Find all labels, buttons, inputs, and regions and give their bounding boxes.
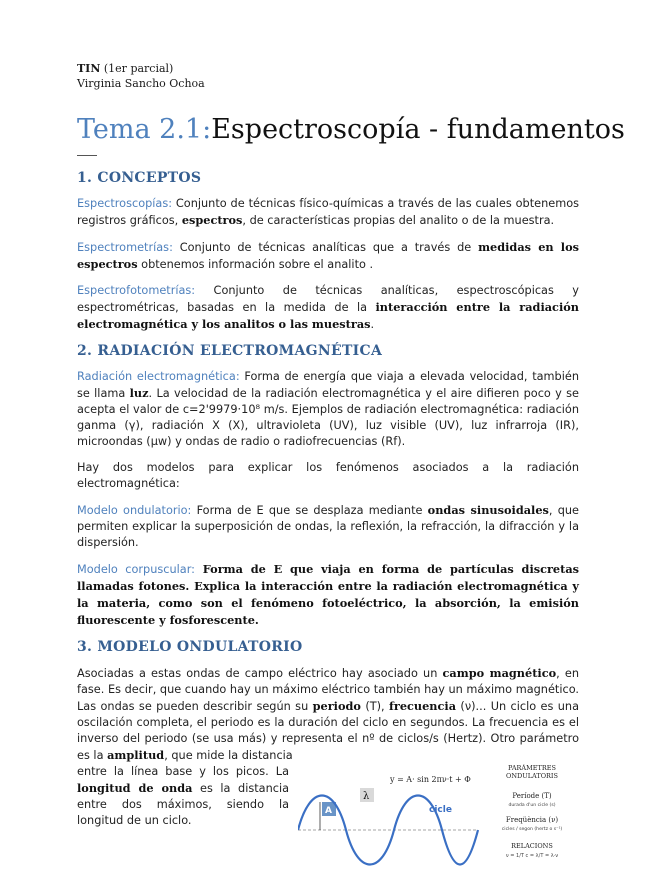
wave-equation: y = A· sin 2πν·t + Φ bbox=[390, 775, 471, 784]
section-heading-conceptos: 1. CONCEPTOS bbox=[77, 170, 202, 186]
title-divider bbox=[77, 155, 97, 156]
course-code: TIN bbox=[77, 62, 101, 75]
paragraph-espectrofotometrias bbox=[77, 283, 579, 333]
term-label: Espectrometrías: bbox=[77, 241, 173, 254]
bold-text: medidas en los espectros bbox=[77, 240, 579, 271]
bold-text: fotones bbox=[138, 579, 186, 593]
sine-wave-diagram bbox=[298, 764, 588, 882]
paragraph-text: Forma de energía que viaja a elevada velocidad, también se llama bbox=[77, 370, 579, 400]
wave-section bbox=[77, 764, 579, 889]
bold-text: ondas sinusoidales bbox=[427, 503, 549, 517]
paragraph-text: entre la línea base y los picos. La bbox=[77, 765, 289, 778]
paragraph-text: es la distancia entre dos máximos, siendo la longitud de un ciclo. bbox=[77, 782, 290, 827]
bold-text: amplitud bbox=[107, 748, 165, 762]
term-label: Modelo corpuscular: bbox=[77, 563, 195, 576]
bold-text: periodo bbox=[312, 699, 361, 713]
paragraph-text: Conjunto de técnicas analíticas, espectroscópicas y espectrométricas, basadas en la medida de la bbox=[77, 284, 579, 314]
params-title: ONDULATORIS bbox=[506, 772, 558, 780]
paragraph-espectroscopias bbox=[77, 196, 579, 229]
paragraph-text: (ν)... Un ciclo es una oscilación completa, el periodo es la duración del ciclo en segundos. La frecuencia es el inverso del periodo (se usa más) y representa el nº de ciclos/s (Hertz). Otro parámetro es la bbox=[77, 700, 579, 762]
relations-equation: ν = 1/T c = λ/T = λ·ν bbox=[505, 853, 559, 859]
paragraph-text: , que mide la distancia bbox=[164, 749, 293, 762]
section-heading-modelo-ondulatorio: 3. MODELO ONDULATORIO bbox=[77, 639, 303, 655]
bold-text: . Explica la interacción entre la radiación electromagnética y la materia, como son el fenómeno fotoeléctrico, la absorción, la emisión fluorescente y fosforescente. bbox=[77, 579, 579, 627]
term-label: Espectrofotometrías: bbox=[77, 284, 196, 297]
frequency-desc: cicles / segon (hertz o s⁻¹) bbox=[501, 827, 563, 832]
wave-figure bbox=[298, 764, 588, 882]
period-label: Període (T) bbox=[512, 792, 552, 800]
bold-text: espectros bbox=[181, 213, 243, 227]
term-label: Radiación electromagnética: bbox=[77, 370, 240, 383]
bold-text: campo magnético bbox=[442, 666, 557, 680]
bold-text: longitud de onda bbox=[77, 781, 193, 795]
paragraph-text: . bbox=[370, 318, 375, 331]
lambda-label: λ bbox=[363, 791, 370, 802]
paragraph-text: Conjunto de técnicas físico-químicas a través de las cuales obtenemos registros gráficos, bbox=[77, 197, 579, 227]
term-label: Espectroscopías: bbox=[77, 197, 173, 210]
paragraph-text: obtenemos información sobre el analito . bbox=[137, 258, 374, 271]
paragraph-dos-modelos: Hay dos modelos para explicar los fenómenos asociados a la radiación electromagnética: bbox=[77, 461, 579, 490]
section-heading-radiacion: 2. RADIACIÓN ELECTROMAGNÉTICA bbox=[77, 343, 383, 359]
term-label: Modelo ondulatorio: bbox=[77, 504, 192, 517]
page-title bbox=[77, 113, 625, 147]
bold-text: frecuencia bbox=[389, 699, 457, 713]
paragraph-espectrometrias bbox=[77, 239, 579, 273]
title-number: Tema 2.1: bbox=[77, 114, 212, 145]
period-desc: durada d'un cicle (s) bbox=[508, 803, 556, 808]
author-name: Virginia Sancho Ochoa bbox=[77, 77, 205, 90]
paragraph-text: , de características propias del analito o de la muestra. bbox=[242, 214, 555, 227]
params-title: PARÁMETRES bbox=[508, 764, 556, 772]
document-page bbox=[77, 61, 625, 889]
paragraph-text: Asociadas a estas ondas de campo eléctrico hay asociado un bbox=[77, 667, 443, 680]
course-detail: (1er parcial) bbox=[100, 62, 174, 75]
paragraph-longitud-onda bbox=[77, 764, 289, 829]
amplitude-label: A bbox=[325, 806, 332, 816]
paragraph-text: . La velocidad de la radiación electromagnética y el aire difieren poco y se acepta el valor de c=2'9979·10⁸ m/s. Ejemplos de radiación electromagnética: radiación ganma (γ), radiación X (X), ultravioleta (UV), luz visible (UV), luz infrarroja (IR), microondas (μw) y ondas de radio o radiofrecuencias (Rf). bbox=[77, 387, 579, 448]
paragraph-modelo-ondulatorio bbox=[77, 502, 579, 551]
cycle-label: cicle bbox=[429, 805, 452, 815]
paragraph-text: , en fase. Es decir, que cuando hay un máximo eléctrico también hay un máximo magnético. Las ondas se pueden describir según su bbox=[77, 667, 580, 713]
paragraph-campo-magnetico bbox=[77, 665, 579, 764]
paragraph-text: Conjunto de técnicas analíticas que a través de bbox=[172, 241, 479, 254]
paragraph-radiacion-em bbox=[77, 369, 579, 450]
paragraph-text: Forma de E que se desplaza mediante bbox=[191, 504, 428, 517]
title-text: Espectroscopía - fundamentos bbox=[211, 114, 625, 145]
bold-text: luz bbox=[129, 386, 149, 400]
document-header bbox=[77, 61, 579, 91]
paragraph-modelo-corpuscular bbox=[77, 561, 579, 629]
relations-title: RELACIONS bbox=[511, 842, 553, 850]
paragraph-text: , que permiten explicar la superposición de ondas, la reflexión, la refracción, la difracción y la dispersión. bbox=[77, 504, 579, 549]
bold-text: interacción entre la radiación electromagnética y los analitos o las muestras bbox=[77, 300, 579, 331]
paragraph-text: (T), bbox=[360, 700, 390, 713]
bold-text: Forma de E que viaja en forma de partículas discretas llamadas bbox=[77, 562, 580, 593]
frequency-label: Freqüència (ν) bbox=[505, 816, 559, 824]
